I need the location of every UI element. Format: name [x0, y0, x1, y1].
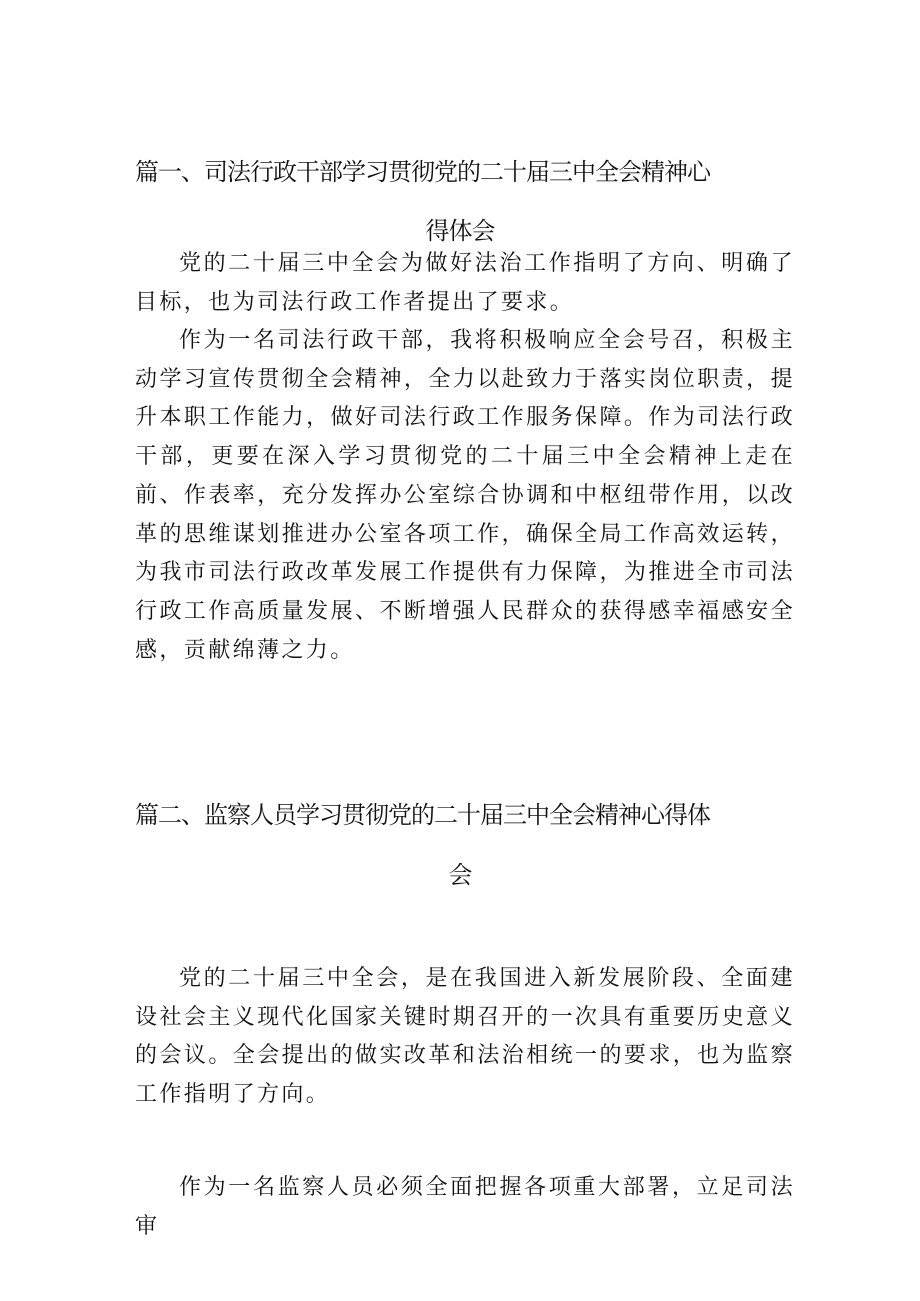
section-1-paragraph-2: 作为一名司法行政干部，我将积极响应全会号召，积极主动学习宣传贯彻全会精神，全力以赴致力于落实岗位职责，提升本职工作能力，做好司法行政工作服务保障。作为司法行政干部，更要在深入学习贯彻党的二十届三中全会精神上走在前、作表率，充分发挥办公室综合协调和中枢纽带作用，以改革的思维谋划推进办公室各项工作，确保全局工作高效运转，为我市司法行政改革发展工作提供有力保障，为推进全市司法行政工作高质量发展、不断增强人民群众的获得感幸福感安全感，贡献绵薄之力。: [135, 328, 795, 663]
section-2-heading-line-1: 篇二、监察人员学习贯彻党的二十届三中全会精神心得体: [135, 801, 710, 829]
section-2-heading-line-2: 会: [448, 861, 472, 889]
section-1-heading-line-1: 篇一、司法行政干部学习贯彻党的二十届三中全会精神心: [135, 158, 710, 186]
section-2-paragraph-1: 党的二十届三中全会，是在我国进入新发展阶段、全面建设社会主义现代化国家关键时期召开的一次具有重要历史意义的会议。全会提出的做实改革和法治相统一的要求，也为监察工作指明了方向。: [135, 966, 795, 1108]
section-1-heading-line-2: 得体会: [425, 217, 495, 245]
section-1-paragraph-1: 党的二十届三中全会为做好法治工作指明了方向、明确了目标，也为司法行政工作者提出了要求。: [135, 251, 795, 315]
section-2-paragraph-2: 作为一名监察人员必须全面把握各项重大部署，立足司法审: [135, 1175, 795, 1239]
